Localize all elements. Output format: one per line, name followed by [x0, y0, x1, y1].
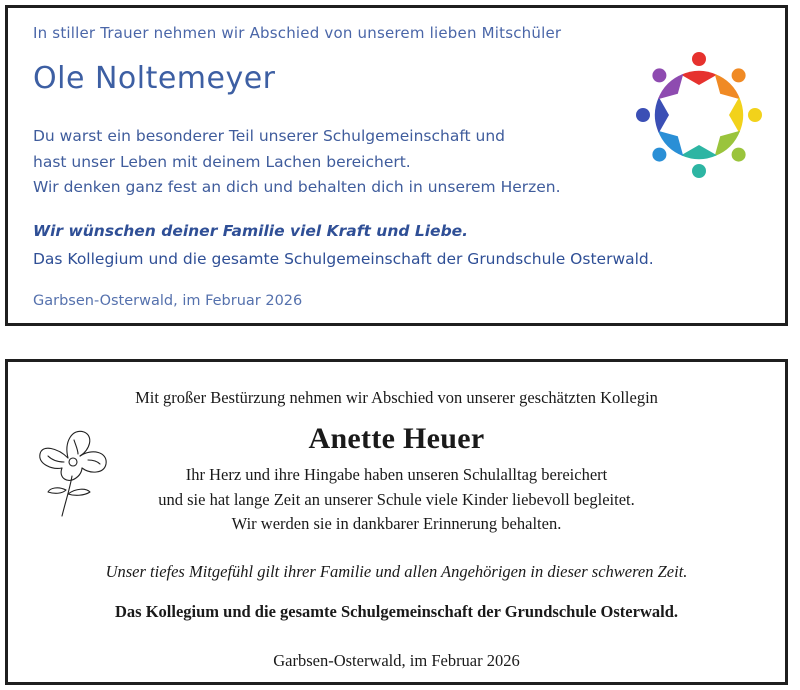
notice-signature: Das Kollegium und die gesamte Schulgemeinschaft der Grundschule Osterwald. [33, 250, 654, 268]
person-head [692, 52, 706, 66]
notice-signature: Das Kollegium und die gesamte Schulgemeinschaft der Grundschule Osterwald. [114, 602, 678, 621]
notice-body [33, 124, 561, 201]
notice-place-date: Garbsen-Osterwald, im Februar 2026 [33, 293, 303, 309]
body-line: und sie hat lange Zeit an unserer Schule viele Kinder liebevoll begleitet. [158, 489, 635, 509]
notice-lead: In stiller Trauer nehmen wir Abschied von unserem lieben Mitschüler [33, 24, 562, 42]
person-head [748, 108, 762, 122]
person-body [681, 71, 717, 85]
deceased-name: Anette Heuer [308, 422, 485, 455]
body-line: hast unser Leben mit deinem Lachen bereichert. [33, 152, 411, 171]
body-line: Wir denken ganz fest an dich und behalten dich in unserem Herzen. [33, 178, 561, 196]
deceased-name: Ole Noltemeyer [33, 61, 276, 96]
person-body [655, 97, 669, 133]
person-head [652, 148, 666, 162]
body-line: Wir werden sie in dankbarer Erinnerung behalten. [231, 514, 562, 533]
person-body [729, 97, 743, 133]
person-head [652, 68, 666, 82]
body-line: Ihr Herz und ihre Hingabe haben unseren Schulalltag bereichert [185, 465, 608, 484]
person-head [692, 164, 706, 178]
person-head [636, 108, 650, 122]
person-body [681, 145, 717, 159]
notice-place-date: Garbsen-Osterwald, im Februar 2026 [273, 651, 520, 670]
obituary-notice-student [5, 5, 788, 326]
person-head [732, 148, 746, 162]
notice-sympathy: Unser tiefes Mitgefühl gilt ihrer Familie und allen Angehörigen in dieser schweren Zeit. [105, 562, 688, 581]
poppy-flower-icon [28, 418, 118, 518]
notice-lead: Mit großer Bestürzung nehmen wir Abschied von unserer geschätzten Kollegin [135, 388, 658, 407]
obituary-notice-teacher [5, 359, 788, 685]
person-head [732, 68, 746, 82]
notice-body [8, 463, 785, 537]
body-line: Du warst ein besonderer Teil unserer Schulgemeinschaft und [33, 127, 505, 145]
people-circle-icon [636, 52, 762, 178]
notice-wish: Wir wünschen deiner Familie viel Kraft und Liebe. [33, 222, 469, 240]
